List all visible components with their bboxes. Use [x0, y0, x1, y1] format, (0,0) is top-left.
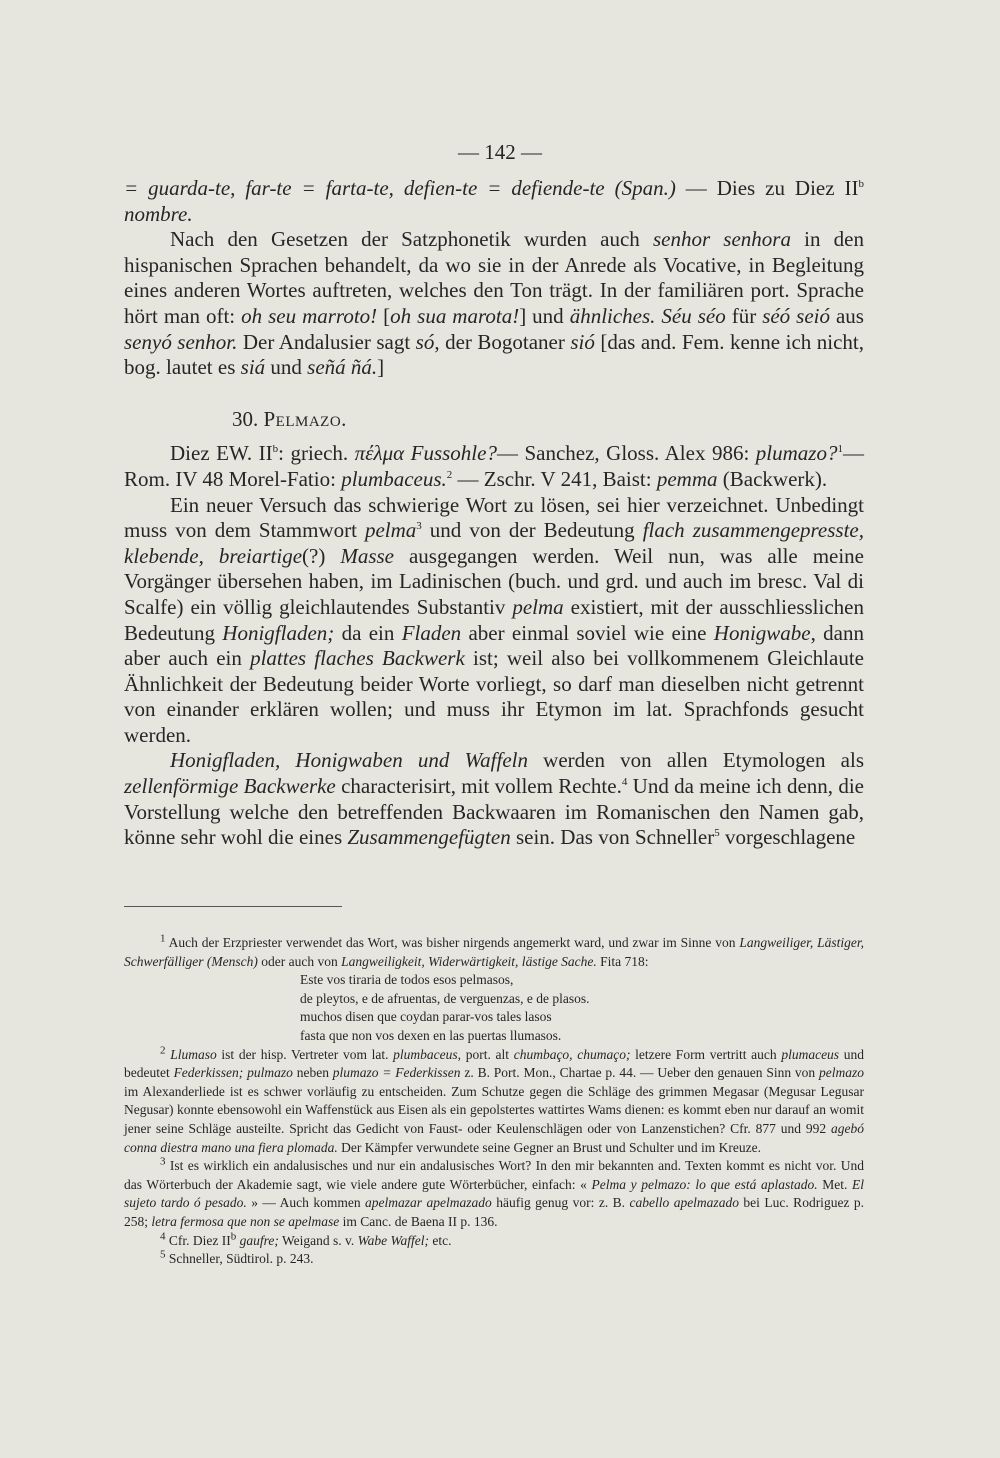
footnote-rule	[124, 906, 342, 907]
footnote-ref: 3	[416, 520, 422, 533]
italic-run: Honigfladen;	[222, 620, 335, 645]
italic-run: agebó conna diestra mano una fiera plomada.	[124, 1120, 864, 1155]
text-run: Der Andalusier sagt	[237, 329, 416, 354]
italic-run: plumazo = Federkissen	[332, 1065, 461, 1081]
italic-run: oh sua marota!	[390, 303, 520, 328]
footnote-5	[124, 1250, 864, 1269]
text-run: neben	[292, 1065, 333, 1081]
text-run: z. B. Port. Mon., Chartae p. 44. — Ueber den genauen Sinn von	[460, 1065, 820, 1081]
text-run: : griech.	[278, 441, 355, 466]
italic-run: senhor senhora	[652, 227, 791, 252]
italic-run: pelmazo	[819, 1065, 865, 1081]
text-run: ist; weil also bei vollkommenem Gleichlaute Ähnlichkeit der Bedeutung beider Worte vorliegt, so darf man dieselben nicht getrennt von einander erklären wollen; und muss ihr Etymon im lat. Sprachfonds gesucht werden.	[124, 646, 864, 747]
paragraph-honigfladen	[124, 748, 864, 850]
text-run: Weigand s. v.	[278, 1232, 358, 1248]
verse-line: fasta que non vos dexen en las puertas llumasos.	[300, 1027, 562, 1043]
superscript: b	[272, 443, 279, 456]
italic-run: Federkissen; pulmazo	[173, 1065, 293, 1081]
italic-run: plumbaceus	[393, 1046, 458, 1062]
italic-run: pelma	[512, 594, 564, 619]
text-run: Ein neuer Versuch das schwierige Wort zu lösen, sei hier verzeichnet. Unbedingt muss von dem Stammwort	[124, 492, 864, 543]
text-run: , dann aber auch ein	[124, 620, 864, 671]
text-run: im Canc. de Baena II p. 136.	[339, 1213, 498, 1229]
text-run: da ein	[334, 620, 402, 645]
footnote-mark: 5	[160, 1248, 166, 1261]
italic-run: Honigwabe	[713, 620, 811, 645]
text-run: vorgeschlagene	[719, 825, 856, 850]
text-run: , port. alt	[457, 1046, 514, 1062]
footnote-ref: 4	[621, 776, 628, 789]
text-run: für	[725, 303, 763, 328]
intro-forms: = guarda-te, far-te = farta-te, defien-te = defiende-te (Span.)	[124, 176, 676, 200]
italic-run: πέλμα Fussohle?	[354, 441, 497, 466]
italic-run: plumazo?	[755, 441, 838, 466]
italic-run: Langweiliger, Lästiger, Schwerfälliger (Mensch)	[124, 935, 864, 969]
text-run: werden von allen Etymologen als	[528, 748, 864, 773]
text-run: (?)	[302, 543, 341, 568]
text-run: bei Luc. Rodriguez p. 258;	[124, 1195, 865, 1229]
italic-run: plattes flaches Backwerk	[250, 646, 465, 671]
superscript: b	[230, 1230, 237, 1242]
italic-run: Llumaso	[170, 1046, 217, 1062]
intro-word: nombre.	[124, 201, 193, 226]
italic-run: gaufre;	[239, 1232, 279, 1248]
text-run: und von der Bedeutung	[421, 518, 643, 543]
text-run: Nach den Gesetzen der Satzphonetik wurden auch	[170, 227, 653, 252]
text-run: (Backwerk).	[717, 466, 828, 491]
paragraph-etymology	[124, 493, 864, 749]
italic-run: Honigfladen, Honigwaben und Waffeln	[170, 748, 528, 773]
text-run: Fita 718:	[596, 953, 649, 969]
italic-run: pelma	[364, 518, 417, 543]
text-run: — Sanchez, Gloss. Alex 986:	[496, 441, 756, 466]
page-number: — 142 —	[458, 140, 542, 164]
text-run: [	[377, 303, 391, 328]
footnote-ref: 1	[837, 443, 843, 456]
text-run: etc.	[429, 1232, 452, 1248]
verse-quotation	[300, 971, 864, 1045]
italic-run: siá	[240, 355, 266, 380]
footnote-mark: 2	[160, 1044, 166, 1057]
verse-line: muchos disen que coydan parar-vos tales lasos	[300, 1009, 552, 1025]
intro-paragraph	[124, 176, 864, 227]
text-run: aber einmal soviel wie eine	[461, 620, 714, 645]
italic-run: letra fermosa que non se apelmase	[151, 1213, 340, 1229]
italic-run: cabello apelmazado	[629, 1195, 739, 1211]
text-run: Auch der Erzpriester verwendet das Wort, was bisher nirgends angemerkt ward, und zwar im Sinne von	[165, 935, 740, 950]
italic-run: Masse	[340, 543, 394, 568]
italic-run: señá ñá.	[307, 355, 378, 380]
text-run: [das and. Fem. kenne ich nicht, bog. lautet es	[124, 329, 864, 380]
paragraph-references	[124, 441, 864, 492]
text-run: , der Bogotaner	[434, 329, 571, 354]
text-run: im Alexanderliede ist es schwer vorläufig zu entscheiden. Zum Schutze gegen die Schläge des grimmen Megasar (Megusar Legusar Negusar) konnte ebensowohl ein Waffenstück aus Eisen als ein gepolstertes wattirtes Wams dienen: es kommt eben nur darauf an womit jener seine Schläge austeilte. Spricht das Gedicht von Faust- oder Keulenschlägen oder von Lanzenstichen? Cfr. 877 und 992	[124, 1083, 864, 1136]
footnote-1	[124, 934, 864, 971]
footnotes	[124, 934, 864, 1269]
text-run: aus	[830, 303, 864, 328]
text-run: häufig genug vor: z. B.	[491, 1195, 630, 1211]
italic-run: Fladen	[401, 620, 462, 645]
text-run: Schneller, Südtirol. p. 243.	[165, 1251, 314, 1267]
italic-run: plumbaceus.	[341, 466, 447, 491]
italic-run: Wabe Waffel;	[357, 1232, 430, 1248]
italic-run: chumbaço, chumaço;	[513, 1046, 631, 1062]
italic-run: sió	[570, 329, 595, 354]
italic-run: plumaceus	[781, 1046, 840, 1062]
italic-run: só	[415, 329, 435, 354]
italic-run: zellenförmige Backwerke	[124, 774, 336, 799]
main-text	[124, 176, 864, 851]
verse-line: de pleytos, e de afruentas, de verguenzas, e de plasos.	[300, 990, 590, 1006]
text-run: letzere Form vertritt auch	[630, 1046, 782, 1062]
footnote-mark: 4	[160, 1230, 166, 1242]
text-run: ] und	[519, 303, 570, 328]
italic-run: El sujeto tardo ó pesado.	[124, 1176, 864, 1211]
text-run: und	[265, 355, 308, 380]
text-run: Met.	[817, 1176, 852, 1192]
text-run: ausgegangen werden. Weil nun, was alle meine Vorgänger übersehen haben, im Ladinischen (buch. und grd. und auch im bresc. Val di Scalfe) ein völlig gleichlautendes Substantiv	[124, 543, 865, 619]
italic-run: flach zusammengepresste, klebende, breiartige	[124, 518, 864, 568]
section-number: 30.	[232, 406, 264, 431]
text-run: sein. Das von Schneller	[510, 825, 715, 850]
italic-run: apelmazar apelmazado	[365, 1195, 492, 1211]
section-heading	[232, 407, 864, 433]
footnote-3	[124, 1157, 864, 1231]
footnote-4	[124, 1232, 864, 1251]
italic-run: pemma	[656, 466, 718, 491]
text-run: Ist es wirklich ein andalusisches und nur ein andalusisches Wort? In den mir bekannten and. Texten kommt es nicht vor. Und das Wörterbuch der Akademie sagt, wie viele andere gute Wörterbücher, einfach: «	[124, 1158, 864, 1192]
italic-run: ähnliches. Séu séo	[569, 303, 726, 328]
text-run: oder auch von	[257, 953, 342, 969]
text-run: Diez EW. II	[170, 441, 273, 466]
verse-line: Este vos tiraria de todos esos pelmasos,	[300, 972, 514, 988]
text-run: in den hispanischen Sprachen behandelt, da wo sie in der Anrede als Vocative, in Begleitung eines anderen Wortes auftreten, welches den Ton trägt. In der familiären port. Sprache hört man oft:	[124, 227, 864, 328]
text-run: — Zschr. V 241, Baist:	[452, 466, 657, 491]
paragraph-satzphonetik	[124, 227, 864, 381]
text-run: » — Auch kommen	[246, 1195, 366, 1211]
footnote-mark: 1	[160, 932, 166, 945]
italic-run: senyó senhor.	[124, 329, 238, 354]
footnote-2	[124, 1046, 864, 1158]
text-run: — Rom. IV 48 Morel-Fatio:	[124, 441, 864, 491]
italic-run: oh seu marroto!	[241, 303, 378, 328]
italic-run: séó seió	[762, 303, 830, 328]
section-title: Pelmazo.	[263, 406, 347, 431]
text-run: Der Kämpfer verwundete seine Gegner an Brust und Schulter und im Kreuze.	[337, 1139, 761, 1155]
superscript: b	[858, 178, 864, 190]
text-run: characterisirt, mit vollem Rechte.	[335, 774, 622, 799]
italic-run: Pelma y pelmazo: lo que está aplastado.	[591, 1176, 818, 1192]
footnote-ref: 5	[714, 827, 720, 840]
text-run: existiert, mit der ausschliesslichen Bedeutung	[124, 594, 864, 645]
text-run: und bedeutet	[124, 1046, 865, 1081]
text-run: Und da meine ich denn, die Vorstellung welche den betreffenden Backwaaren im Romanischen den Namen gab, könne sehr wohl die eines	[124, 774, 865, 850]
text-run: ]	[377, 355, 385, 380]
footnote-ref: 2	[446, 468, 453, 481]
italic-run: Langweiligkeit, Widerwärtigkeit, lästige Sache.	[341, 953, 597, 969]
intro-ref: — Dies zu Diez II	[675, 176, 859, 200]
text-run: Cfr. Diez II	[165, 1232, 231, 1248]
footnote-mark: 3	[160, 1155, 166, 1168]
text-run: ist der hisp. Vertreter vom lat.	[216, 1046, 394, 1062]
italic-run: Zusammengefügten	[347, 825, 511, 850]
